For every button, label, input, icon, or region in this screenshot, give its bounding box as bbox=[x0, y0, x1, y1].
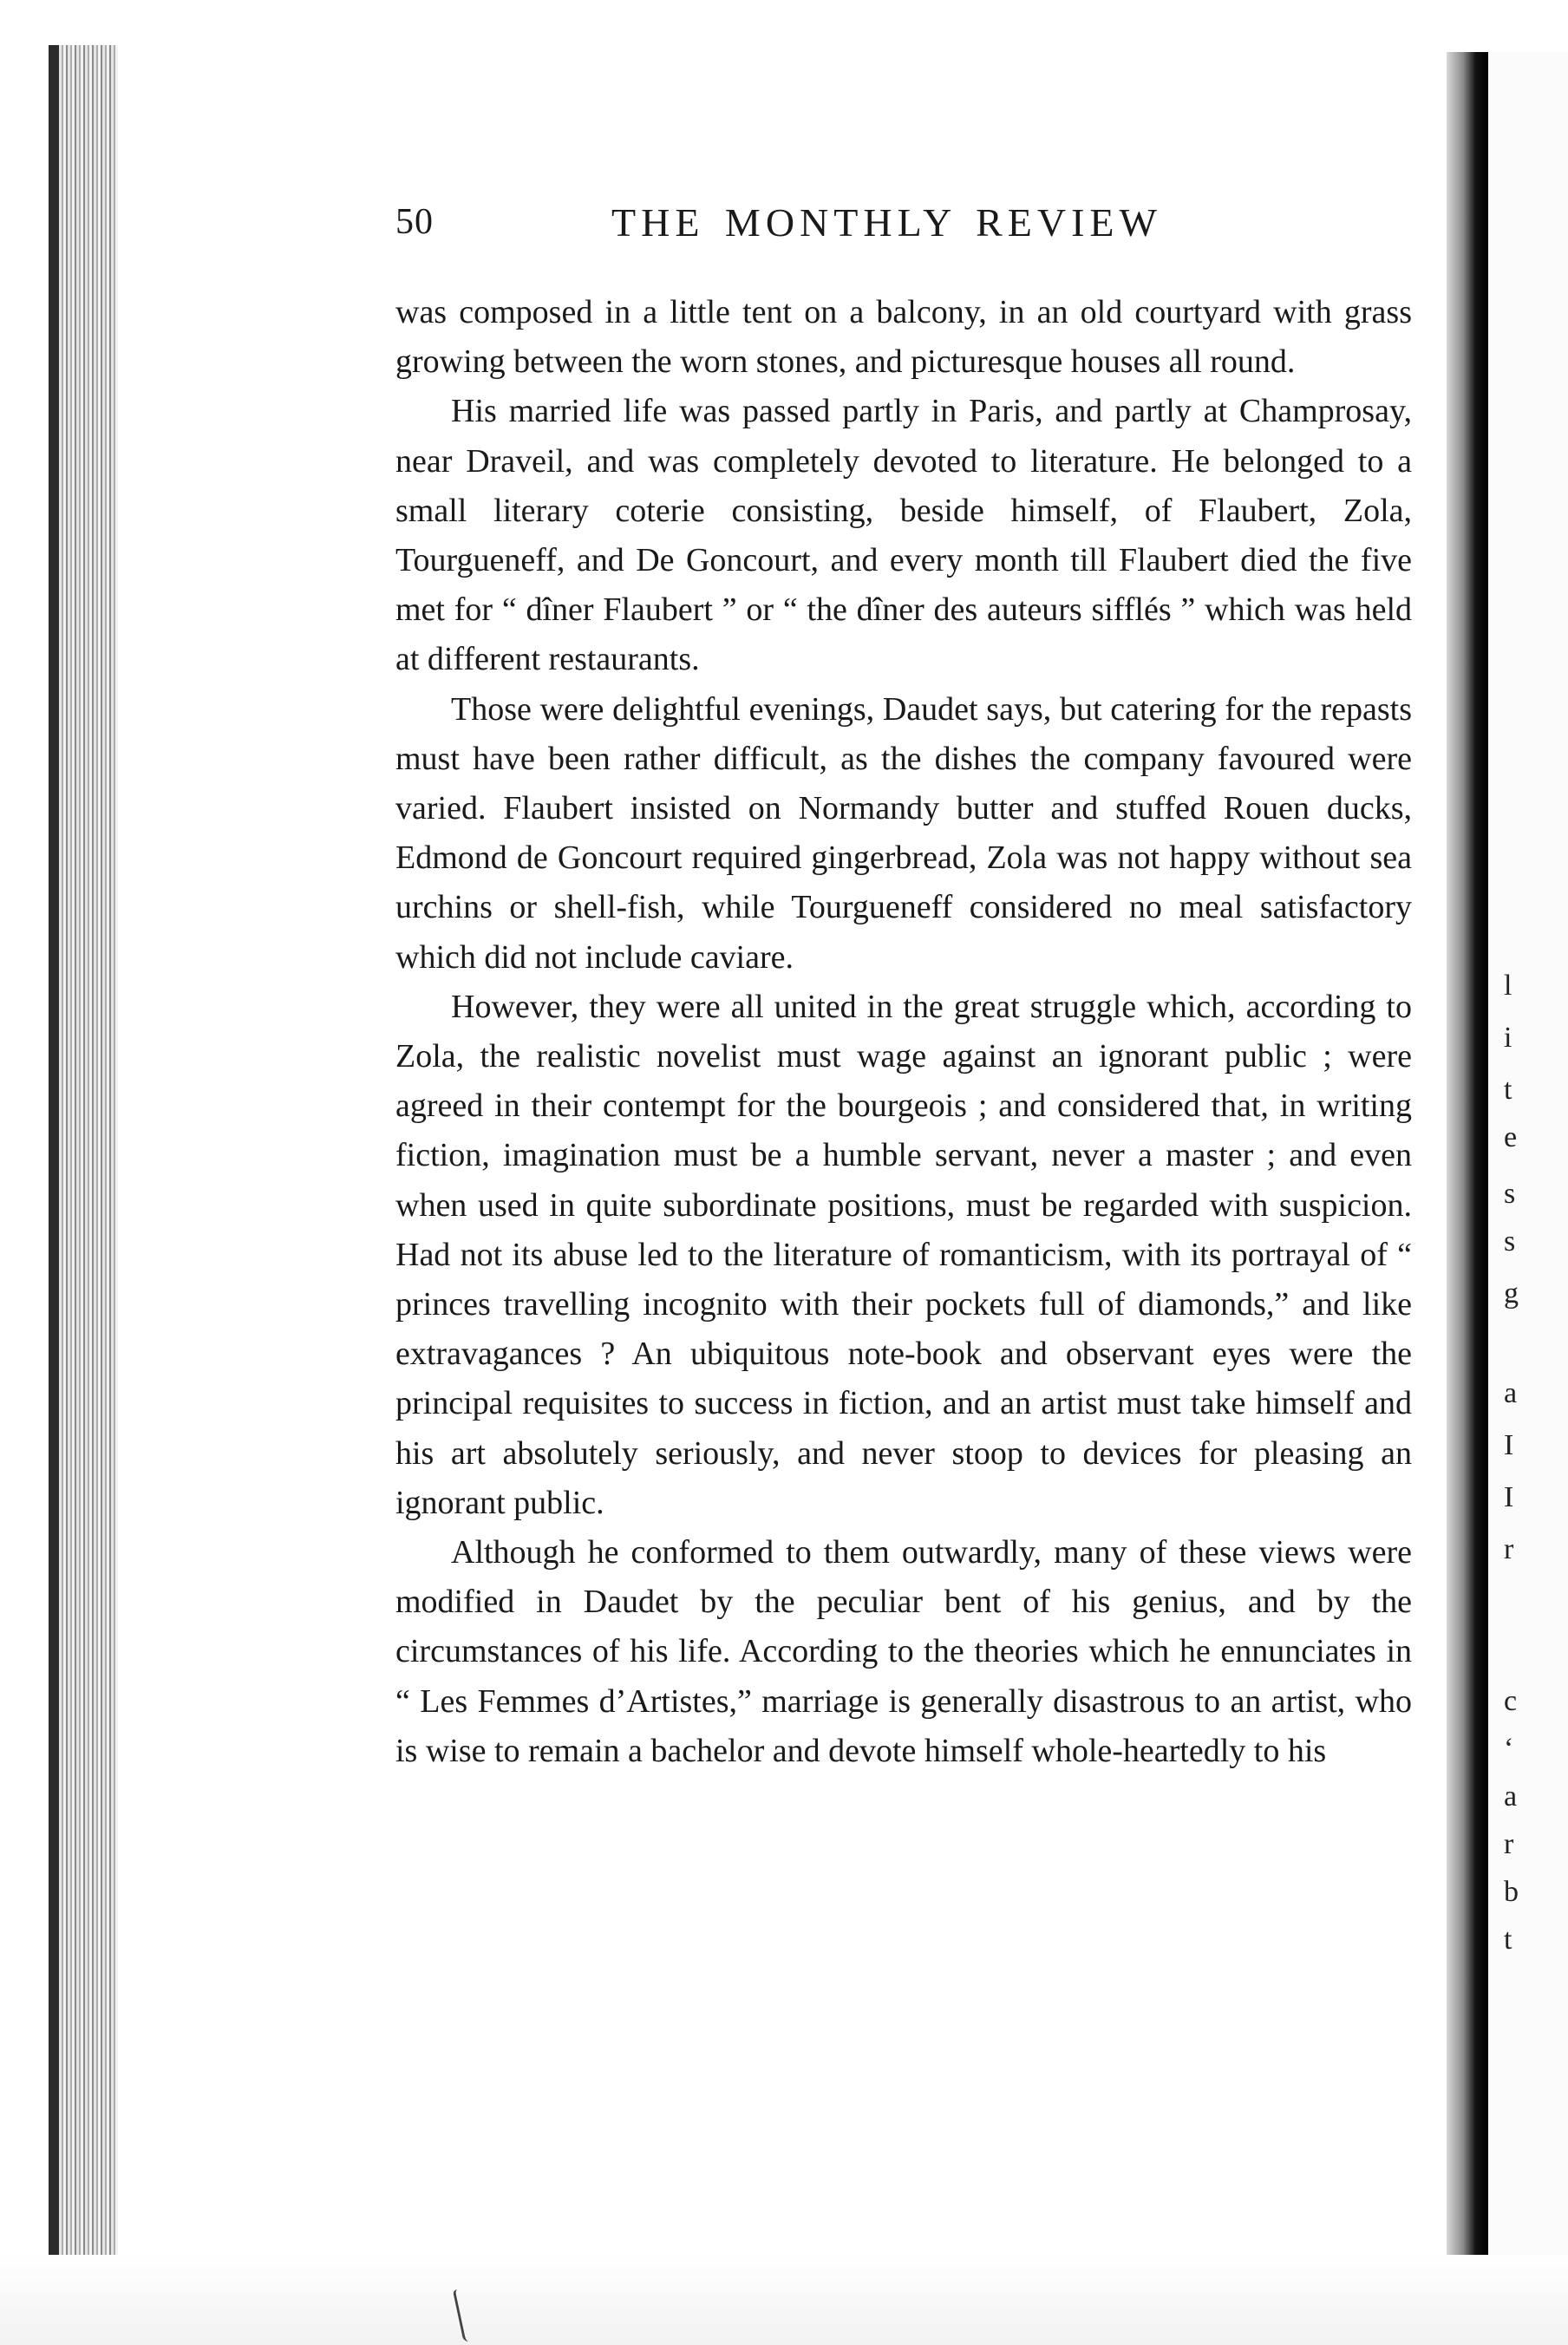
running-title: THE MONTHLY REVIEW bbox=[611, 200, 1162, 245]
facing-fragment: b bbox=[1504, 1876, 1519, 1908]
facing-fragment: e bbox=[1504, 1121, 1518, 1153]
facing-fragment: i bbox=[1504, 1022, 1512, 1054]
facing-fragment: s bbox=[1504, 1225, 1516, 1257]
paragraph-5: Although he conformed to them outwardly, many of these views were modified in Daudet by the peculiar bent of his genius, and by the circumstances of his life. According to the theories which he ennunciates in “ Les Femmes d’Artistes,” marriage is generally disastrous to an artist, who is wise to remain a bachelor and devote himself whole-heartedly to his bbox=[395, 1534, 1412, 1769]
facing-fragment: a bbox=[1504, 1780, 1518, 1813]
facing-fragment: t bbox=[1504, 1924, 1512, 1956]
facing-fragment: t bbox=[1504, 1074, 1512, 1106]
page-block-shadow bbox=[49, 45, 59, 2265]
facing-fragment: r bbox=[1504, 1828, 1514, 1860]
paragraph-3: Those were delightful evenings, Daudet says, but catering for the repasts must have been rather difficult, as the dishes the company favoured were varied. Flaubert insisted on Normandy butter and stuffed Rouen ducks, Edmond de Goncourt required gingerbread, Zola was not happy without sea urchins or shell-fish, while Tourgueneff considered no meal satisfactory which did not include caviare. bbox=[395, 690, 1412, 976]
bottom-margin bbox=[0, 2255, 1568, 2345]
paragraph-2: His married life was passed partly in Paris, and partly at Champrosay, near Draveil, and was completely devoted to literature. He belonged to a small literary coterie consisting, beside himself, of Flaubert, Zola, Tourgueneff, and De Goncourt, and every month till Flaubert died the five met for “ dîner Flaubert ” or “ the dîner des auteurs sifflés ” which was held at different restaurants. bbox=[395, 393, 1412, 678]
paragraph-1: was composed in a little tent on a balcony, in an old courtyard with grass growing between the worn stones, and picturesque houses all round. bbox=[395, 294, 1412, 381]
running-head bbox=[382, 198, 1419, 253]
facing-fragment: a bbox=[1504, 1377, 1518, 1409]
page-block-edge bbox=[49, 45, 118, 2265]
page-number: 50 bbox=[395, 202, 434, 242]
facing-fragment: I bbox=[1504, 1481, 1514, 1513]
book-spine-gutter bbox=[1447, 52, 1488, 2255]
body-text bbox=[382, 288, 1412, 1776]
facing-fragment: l bbox=[1504, 970, 1512, 1002]
facing-fragment: r bbox=[1504, 1533, 1514, 1565]
facing-page-edge bbox=[1488, 52, 1568, 2255]
facing-fragment: ‘ bbox=[1504, 1733, 1514, 1765]
paragraph-4: However, they were all united in the great struggle which, according to Zola, the realistic novelist must wage against an ignorant public ; were agreed in their contempt for the bourgeois ; and considered that, in writing fiction, imagination must be a humble servant, never a master ; and even when used in quite subordinate positions, must be regarded with suspicion. Had not its abuse led to the literature of romanticism, with its portrayal of “ princes travelling incognito with their pockets full of diamonds,” and like extravagances ? An ubiquitous note-book and observant eyes were the principal requisites to success in fiction, and an artist must take himself and his art absolutely seriously, and never stoop to devices for pleasing an ignorant public. bbox=[395, 988, 1412, 1521]
book-page bbox=[382, 198, 1419, 1776]
facing-fragment: I bbox=[1504, 1429, 1514, 1461]
facing-fragment: g bbox=[1504, 1277, 1519, 1310]
facing-fragment: c bbox=[1504, 1685, 1518, 1717]
facing-fragment: s bbox=[1504, 1178, 1516, 1210]
